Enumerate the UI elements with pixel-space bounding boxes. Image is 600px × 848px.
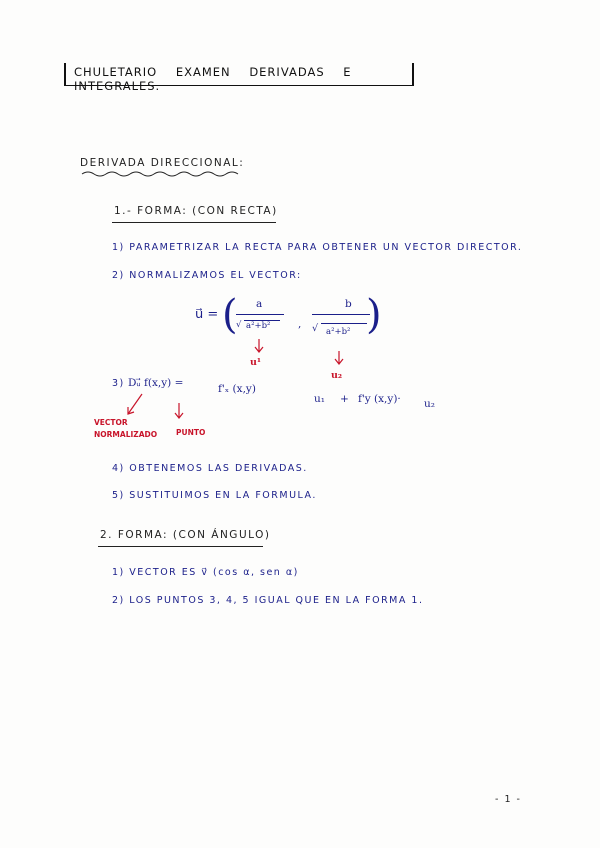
- formula-num1: a: [256, 298, 263, 310]
- forma1-step1: 1) PARAMETRIZAR LA RECTA PARA OBTENER UN VECTOR DIRECTOR.: [112, 242, 523, 253]
- page-title: CHULETARIO EXAMEN DERIVADAS E INTEGRALES.: [74, 65, 352, 93]
- forma1-heading: 1.- FORMA: (CON RECTA): [114, 205, 278, 217]
- formula-fraction-line-1: [236, 314, 284, 315]
- formula-close-paren: ): [366, 292, 382, 338]
- forma1-step3-u1: u₁: [314, 393, 325, 405]
- forma2-underline: [98, 546, 263, 547]
- formula-den1: a²+b²: [246, 321, 271, 331]
- arrow-down-icon: [172, 402, 186, 420]
- formula-open-paren: (: [222, 292, 238, 338]
- forma1-step2: 2) NORMALIZAMOS EL VECTOR:: [112, 270, 302, 281]
- forma1-step3-number: 3): [112, 378, 125, 389]
- forma2-heading: 2. FORMA: (CON ÁNGULO): [100, 529, 271, 541]
- title-box: [64, 63, 414, 93]
- arrow-down-left-icon: [120, 392, 150, 418]
- formula-label-u1: u¹: [250, 357, 262, 368]
- formula-u-vector: u⃗ =: [195, 307, 219, 322]
- forma1-step3-lhs: Dᵤ⃗ f(x,y) =: [128, 377, 184, 389]
- section-heading-underline: [80, 170, 240, 178]
- forma1-underline: [112, 222, 276, 223]
- formula-den2: a²+b²: [326, 327, 351, 337]
- formula-sqrt-bar-2: [321, 323, 367, 324]
- formula-sqrt2: √: [312, 323, 319, 334]
- forma1-step5: 5) SUSTITUIMOS EN LA FORMULA.: [112, 490, 317, 501]
- forma1-step3-plus: +: [340, 393, 349, 405]
- formula-label-u2: u₂: [331, 370, 343, 381]
- formula-sqrt1: √: [236, 320, 242, 330]
- forma2-step1: 1) VECTOR ES v⃗ (cos α, sen α): [112, 567, 299, 578]
- forma1-step3-rhs2: f'y (x,y)·: [358, 393, 401, 405]
- forma1-step3-u2: u₂: [424, 398, 435, 410]
- annotation-vector-normalizado: VECTOR NORMALIZADO: [94, 418, 158, 439]
- forma2-step2: 2) LOS PUNTOS 3, 4, 5 IGUAL QUE EN LA FORMA 1.: [112, 595, 424, 606]
- section-heading: DERIVADA DIRECCIONAL:: [80, 157, 245, 169]
- formula-fraction-line-2: [312, 314, 370, 315]
- annotation-punto: PUNTO: [176, 428, 206, 437]
- page-number: - 1 -: [495, 794, 522, 805]
- formula-comma: ,: [298, 318, 302, 330]
- formula-num2: b: [345, 298, 352, 310]
- forma1-step4: 4) OBTENEMOS LAS DERIVADAS.: [112, 463, 308, 474]
- forma1-step3-rhs1: f'ₓ (x,y): [218, 383, 256, 395]
- arrow-down-icon: [332, 350, 346, 366]
- arrow-down-icon: [252, 338, 266, 354]
